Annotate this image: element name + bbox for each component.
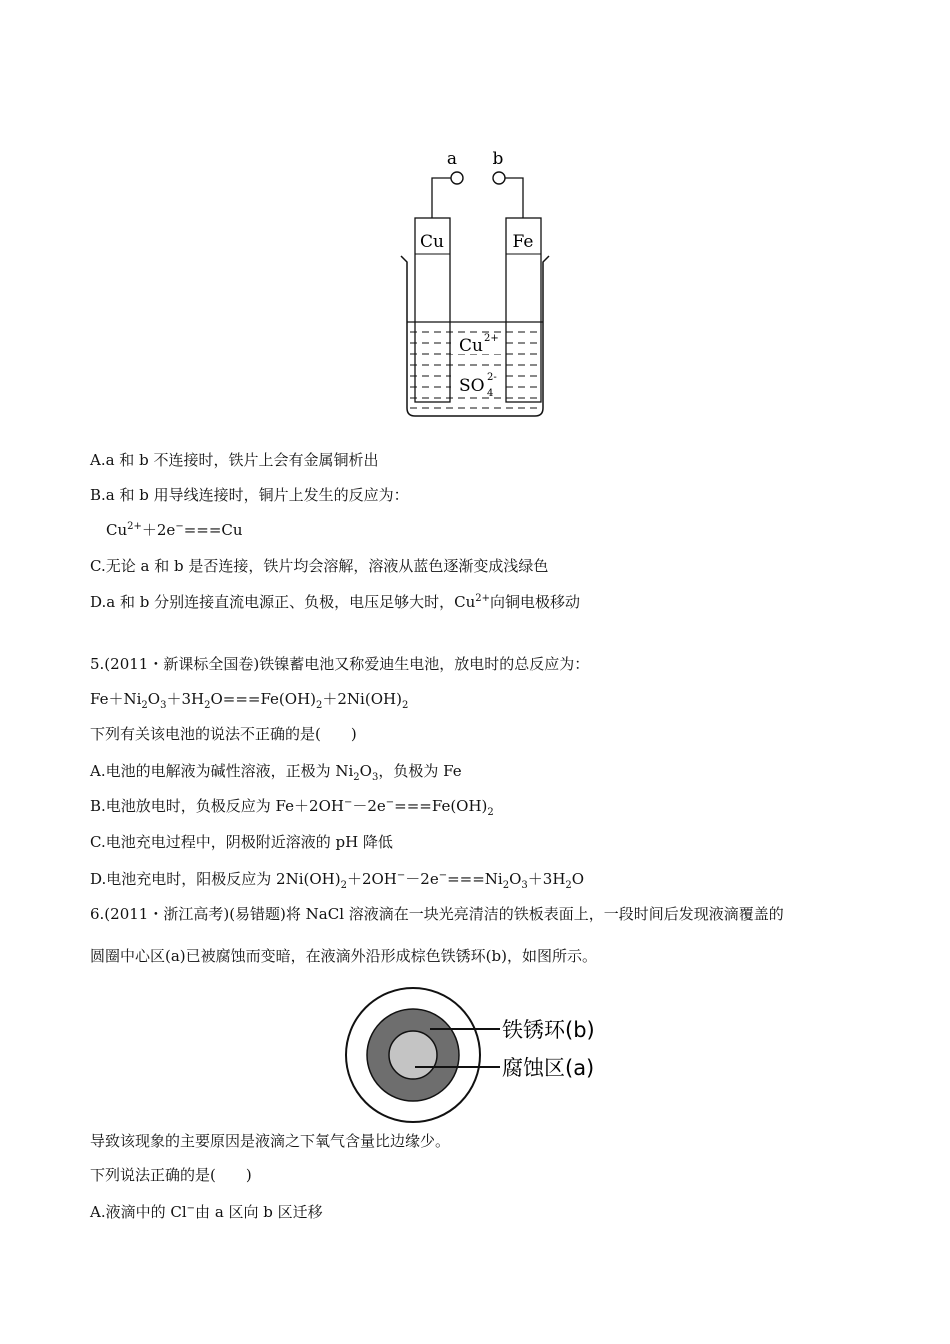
ion-so4: SO	[459, 376, 485, 396]
corrosion-zone-label: 腐蚀区(a)	[502, 1056, 595, 1080]
ion-cu: Cu	[459, 336, 483, 356]
q4-option-b-equation: $Cu^{2+}+2e^-===Cu$	[106, 521, 243, 539]
q6-stem-line2: 圆圈中心区(a)已被腐蚀而变暗，在液滴外沿形成棕色铁锈环(b)，如图所示。	[90, 947, 597, 965]
q5-option-d: D.电池充电时，阳极反应为 $2Ni(OH)_2+2OH^--2e^-===Ni_2O_3+3H_2O$	[90, 870, 585, 891]
fe-electrode-label: Fe	[512, 232, 534, 252]
q4-option-a: A.a 和 b 不连接时，铁片上会有金属铜析出	[90, 451, 379, 469]
terminal-a-label: a	[446, 149, 458, 169]
ion-so4-charge: 2-	[487, 372, 497, 383]
rust-ring-diagram	[340, 985, 620, 1125]
q5-equation: $Fe+Ni_2O_3+3H_2O===Fe(OH)_2+2Ni(OH)_2$	[90, 690, 409, 711]
q5-option-b: B.电池放电时，负极反应为 $Fe+2OH^--2e^-===Fe(OH)_2$	[90, 797, 494, 818]
terminal-b	[493, 172, 505, 184]
q5-option-c: C.电池充电过程中，阴极附近溶液的 pH 降低	[90, 833, 393, 851]
q5-question: 下列有关该电池的说法不正确的是( )	[90, 725, 357, 743]
q5-stem: 5.(2011・新课标全国卷)铁镍蓄电池又称爱迪生电池，放电时的总反应为：	[90, 655, 590, 673]
terminal-a	[451, 172, 463, 184]
wire-b	[505, 178, 523, 218]
rust-ring-label: 铁锈环(b)	[502, 1018, 595, 1042]
ion-cu-charge: 2+	[484, 333, 499, 344]
q5-option-a: A.电池的电解液为碱性溶液，正极为 $Ni_2O_3$，负极为 Fe	[90, 762, 462, 783]
q6-question: 下列说法正确的是( )	[90, 1166, 252, 1184]
q6-option-a: A.液滴中的 Cl−由 a 区向 b 区迁移	[90, 1203, 323, 1221]
q4-option-d: D.a 和 b 分别连接直流电源正、负极，电压足够大时，$Cu^{2+}$向铜电极移动	[90, 593, 581, 611]
q6-stem-line1: 6.(2011・浙江高考)(易错题)将 NaCl 溶液滴在一块光亮清洁的铁板表面上，一段时间后发现液滴覆盖的	[90, 905, 784, 923]
q6-cause: 导致该现象的主要原因是液滴之下氧气含量比边缘少。	[90, 1132, 451, 1150]
corrosion-zone	[389, 1031, 437, 1079]
terminal-b-label: b	[492, 149, 504, 169]
wire-a	[432, 178, 451, 218]
q4-option-c: C.无论 a 和 b 是否连接，铁片均会溶解，溶液从蓝色逐渐变成浅绿色	[90, 557, 549, 575]
electrolytic-cell-diagram	[395, 140, 560, 425]
q4-option-b: B.a 和 b 用导线连接时，铜片上发生的反应为：	[90, 486, 409, 504]
cu-electrode-label: Cu	[420, 232, 444, 252]
ion-so4-sub: 4	[487, 388, 494, 399]
